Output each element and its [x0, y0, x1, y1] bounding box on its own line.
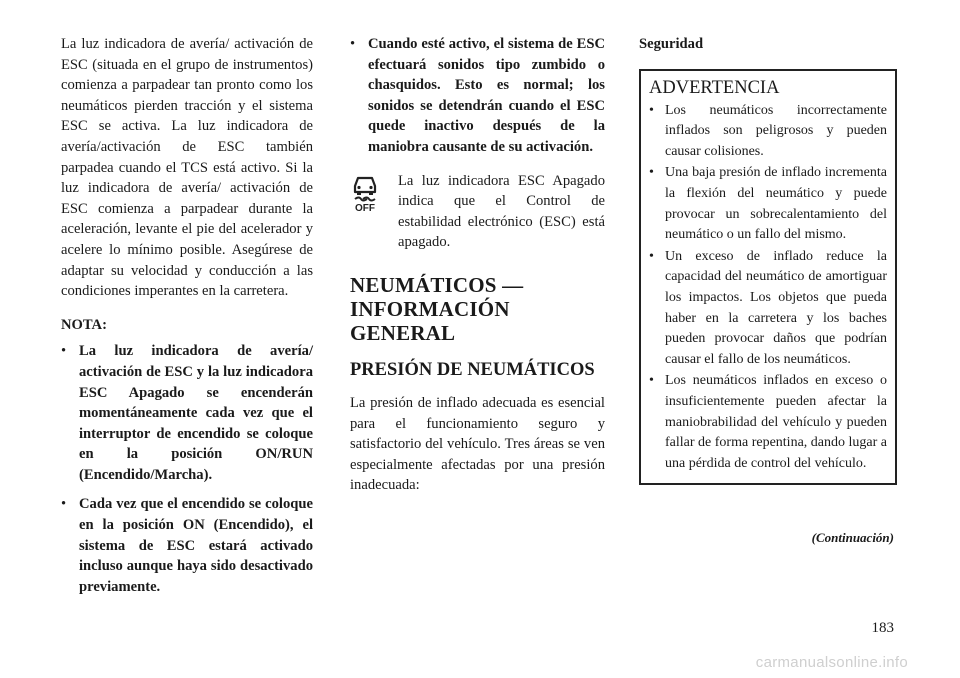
column-right [639, 34, 897, 485]
esc-off-description: La luz indicadora ESC Apagado indica que el Control de estabilidad electrónico (ESC) está apagado. [398, 172, 605, 251]
esc-bullet-list [350, 34, 605, 158]
watermark: carmanualsonline.info [755, 654, 908, 671]
page-number: 183 [871, 620, 894, 636]
continuation-note: (Continuación) [811, 530, 894, 545]
list-item: • Un exceso de inflado reduce la capacidad del neumático de amortiguar los impactos. Los objetos que pueda haber en la carretera y los baches pueden provocar daños que podrían causar el fallo de los neumáticos. [649, 247, 887, 371]
nota-label: NOTA: [61, 316, 107, 333]
section-title-line: INFORMACIÓN [350, 296, 510, 321]
safety-heading: Seguridad [639, 36, 704, 52]
list-item: • Cuando esté activo, el sistema de ESC efectuará sonidos tipo zumbido o chasquidos. Esto es normal; los sonidos se detendrán cuando el ESC quede inactivo después de la maniobra causante de su activación. [350, 34, 605, 158]
list-item: • Cada vez que el encendido se coloque en la posición ON (Encendido), el sistema de ESC estará activado incluso aunque haya sido desactivado previamente. [61, 494, 313, 597]
section-title [350, 273, 605, 345]
esc-off-icon [350, 171, 398, 253]
esc-flash-paragraph: La luz indicadora de avería/ activación de ESC (situada en el grupo de instrumentos) comienza a parpadear tan pronto como los neumáticos pierden tracción y el sistema ESC se activa. La luz indicadora de avería/activación de ESC también parpadea cuando el TCS está activo. Si la luz indicadora de avería/ activación de ESC comienza a parpadear durante la aceleración, levante el pie del acelerador y acelere lo mínimo posible. Asegúrese de adaptar su velocidad y conducción a las condiciones imperantes en la carretera. [61, 36, 313, 300]
nota-bullet-list [61, 341, 313, 597]
list-item: • Los neumáticos inflados en exceso o insuficientemente pueden afectar la maniobrabilidad del vehículo y pueden fallar de forma repentina, dando lugar a una pérdida de control del vehículo. [649, 371, 887, 474]
list-item: • La luz indicadora de avería/ activación de ESC y la luz indicadora ESC Apagado se encenderán momentáneamente cada vez que el interruptor de encendido se coloque en la posición ON/RUN (Encendido/Marcha). [61, 341, 313, 485]
column-middle [350, 34, 605, 496]
column-left [61, 34, 313, 606]
esc-off-indicator-block [350, 171, 605, 253]
warning-title: ADVERTENCIA [649, 77, 780, 98]
subsection-title: PRESIÓN DE NEUMÁTICOS [350, 359, 595, 380]
warning-list [649, 101, 887, 475]
section-title-line: NEUMÁTICOS — [350, 272, 524, 297]
list-item: • Una baja presión de inflado incrementa la flexión del neumático y puede provocar un sobrecalentamiento del neumático o un fallo del mismo. [649, 163, 887, 245]
warning-box [639, 69, 897, 486]
section-title-line: GENERAL [350, 320, 456, 345]
esc-off-icon-label: OFF [355, 202, 375, 213]
tire-pressure-paragraph: La presión de inflado adecuada es esencial para el funcionamiento seguro y satisfactorio del vehículo. Tres áreas se ven especialmente afectadas por una presión inadecuada: [350, 394, 605, 494]
list-item: • Los neumáticos incorrectamente inflados son peligrosos y pueden causar colisiones. [649, 101, 887, 163]
